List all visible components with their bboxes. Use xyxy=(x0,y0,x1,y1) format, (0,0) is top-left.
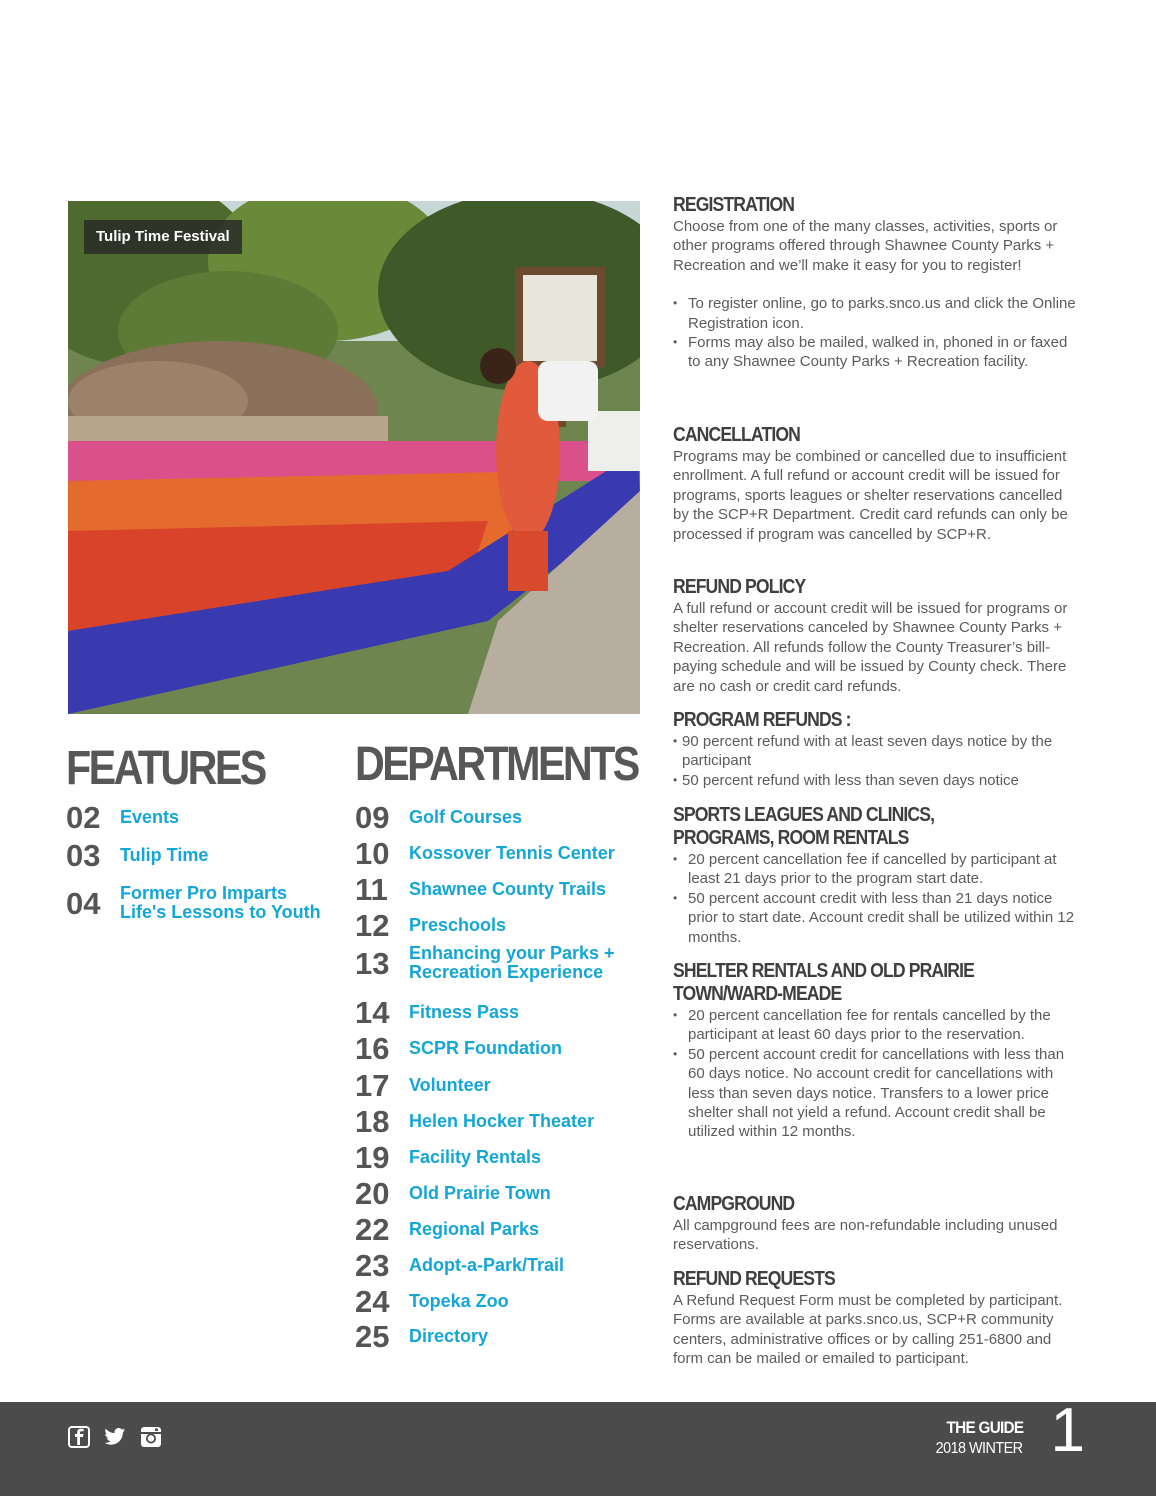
list-item: • To register online, go to parks.snco.us and click the Online Registration icon. xyxy=(673,294,1078,333)
toc-link[interactable]: Golf Courses xyxy=(409,807,523,827)
twitter-icon[interactable] xyxy=(104,1426,126,1448)
toc-page-number: 10 xyxy=(355,836,390,871)
toc-link[interactable]: Kossover Tennis Center xyxy=(409,843,615,863)
toc-item-topeka-zoo[interactable] xyxy=(355,1286,509,1317)
section-heading: PROGRAM REFUNDS : xyxy=(673,709,851,731)
toc-link[interactable]: Shawnee County Trails xyxy=(409,879,607,899)
toc-item-directory[interactable] xyxy=(355,1321,488,1352)
section-heading: REFUND POLICY xyxy=(673,576,806,598)
toc-page-number: 24 xyxy=(355,1284,390,1319)
guide-edition: 2018 WINTER xyxy=(936,1440,1023,1457)
toc-item-golf-courses[interactable] xyxy=(355,802,522,833)
toc-link[interactable]: Former Pro Imparts Life's Lessons to Youth xyxy=(120,883,321,922)
toc-item-volunteer[interactable] xyxy=(355,1070,491,1101)
tulip-festival-photo xyxy=(68,201,640,714)
spacer xyxy=(673,275,1078,294)
toc-link[interactable]: Old Prairie Town xyxy=(409,1183,551,1203)
list-item: • 90 percent refund with at least seven days notice by the participant xyxy=(673,732,1078,771)
toc-item-events[interactable] xyxy=(66,802,179,833)
toc-item-old-prairie-town[interactable] xyxy=(355,1178,551,1209)
toc-link[interactable]: Tulip Time xyxy=(120,845,209,865)
section-heading: CANCELLATION xyxy=(673,424,800,446)
toc-link[interactable]: Volunteer xyxy=(409,1075,491,1095)
toc-item-kossover[interactable] xyxy=(355,838,615,869)
shelter-rentals-section xyxy=(673,960,1078,1142)
toc-page-number: 17 xyxy=(355,1068,390,1103)
bullet-list xyxy=(673,294,1078,372)
toc-link[interactable]: Topeka Zoo xyxy=(409,1291,509,1311)
toc-item-helen-hocker[interactable] xyxy=(355,1106,594,1137)
toc-page-number: 04 xyxy=(66,885,101,921)
toc-link[interactable]: Regional Parks xyxy=(409,1219,540,1239)
toc-link[interactable]: Adopt-a-Park/Trail xyxy=(409,1255,565,1275)
toc-page-number: 20 xyxy=(355,1176,390,1211)
sports-leagues-section xyxy=(673,804,1078,947)
toc-page-number: 19 xyxy=(355,1140,390,1175)
toc-page-number: 16 xyxy=(355,1031,390,1066)
bullet-list xyxy=(673,1006,1078,1142)
toc-item-facility-rentals[interactable] xyxy=(355,1142,541,1173)
toc-page-number: 09 xyxy=(355,800,390,835)
toc-link[interactable]: Facility Rentals xyxy=(409,1147,542,1167)
toc-page-number: 22 xyxy=(355,1212,390,1247)
instagram-icon[interactable] xyxy=(140,1426,162,1448)
bullet-list xyxy=(673,732,1078,790)
section-heading: REGISTRATION xyxy=(673,194,795,216)
list-item: • Forms may also be mailed, walked in, phoned in or faxed to any Shawnee County Parks + Recreation facility. xyxy=(673,333,1078,372)
program-refunds-section xyxy=(673,709,1078,790)
list-item: • 50 percent account credit with less than 21 days notice prior to start date. Account credit shall be utilized within 12 months. xyxy=(673,889,1078,947)
toc-page-number: 02 xyxy=(66,800,101,835)
list-item: • 20 percent cancellation fee for rentals cancelled by the participant at least 60 days prior to the reservation. xyxy=(673,1006,1078,1045)
section-body: A Refund Request Form must be completed by participant. Forms are available at parks.snco.us, SCP+R community centers, administrative offices or by calling 251-6800 and form can be mailed or emailed to participant. xyxy=(673,1292,1063,1368)
section-heading: SHELTER RENTALS AND OLD PRAIRIE TOWN/WARD-MEADE xyxy=(673,960,974,1005)
refund-policy-section xyxy=(673,576,1078,696)
section-body: All campground fees are non-refundable including unused reservations. xyxy=(673,1217,1058,1254)
toc-item-adopt-a-park[interactable] xyxy=(355,1250,564,1281)
toc-page-number: 12 xyxy=(355,908,390,943)
social-links xyxy=(68,1426,162,1448)
toc-page-number: 11 xyxy=(355,872,388,907)
photo-caption: Tulip Time Festival xyxy=(84,220,242,254)
cancellation-section xyxy=(673,424,1078,544)
list-item: • 50 percent refund with less than seven days notice xyxy=(673,771,1078,790)
toc-item-scpr-foundation[interactable] xyxy=(355,1033,562,1064)
toc-link[interactable]: Helen Hocker Theater xyxy=(409,1111,595,1131)
toc-link[interactable]: Events xyxy=(120,807,180,827)
list-item: • 50 percent account credit for cancellations with less than 60 days notice. No account credit for cancellations with less than seven days notice. Transfers to a lower price shelter shall not yield a refund. Account credit shall be utilized within 12 months. xyxy=(673,1045,1078,1142)
toc-item-former-pro[interactable] xyxy=(66,884,321,922)
features-heading: FEATURES xyxy=(66,742,265,795)
section-heading: SPORTS LEAGUES AND CLINICS, PROGRAMS, ROOM RENTALS xyxy=(673,804,935,849)
section-heading: REFUND REQUESTS xyxy=(673,1268,835,1290)
refund-requests-section xyxy=(673,1268,1078,1369)
toc-link[interactable]: Enhancing your Parks + Recreation Experience xyxy=(409,943,615,982)
toc-page-number: 13 xyxy=(355,945,390,981)
page-number: 1 xyxy=(1050,1396,1085,1465)
toc-page-number: 18 xyxy=(355,1104,390,1139)
bullet-list xyxy=(673,850,1078,947)
facebook-icon[interactable] xyxy=(68,1426,90,1448)
registration-section xyxy=(673,194,1078,372)
section-body: Programs may be combined or cancelled due to insufficient enrollment. A full refund or account credit will be issued for programs, sports leagues or shelter reservations cancelled by the SCP+R Department. Credit card refunds can only be processed if program was cancelled by SCP+R. xyxy=(673,448,1068,543)
section-body: Choose from one of the many classes, activities, sports or other programs offered through Shawnee County Parks + Recreation and we’ll make it easy for you to register! xyxy=(673,218,1058,274)
toc-page-number: 03 xyxy=(66,838,101,873)
toc-link[interactable]: Directory xyxy=(409,1326,489,1346)
toc-link[interactable]: SCPR Foundation xyxy=(409,1038,562,1058)
toc-item-preschools[interactable] xyxy=(355,910,506,941)
toc-page-number: 14 xyxy=(355,995,390,1030)
campground-section xyxy=(673,1193,1078,1255)
toc-item-enhancing[interactable] xyxy=(355,944,615,982)
guide-title: THE GUIDE xyxy=(946,1418,1023,1437)
toc-item-trails[interactable] xyxy=(355,874,606,905)
section-heading: CAMPGROUND xyxy=(673,1193,795,1215)
toc-link[interactable]: Preschools xyxy=(409,915,507,935)
toc-page-number: 25 xyxy=(355,1319,390,1354)
list-item: • 20 percent cancellation fee if cancelled by participant at least 21 days prior to the program start date. xyxy=(673,850,1078,889)
toc-item-regional-parks[interactable] xyxy=(355,1214,539,1245)
toc-item-fitness-pass[interactable] xyxy=(355,997,519,1028)
departments-heading: DEPARTMENTS xyxy=(355,738,638,791)
toc-link[interactable]: Fitness Pass xyxy=(409,1002,520,1022)
section-body: A full refund or account credit will be issued for programs or shelter reservations canceled by Shawnee County Parks + Recreation. All refunds follow the County Treasurer’s bill-paying schedule and will be issued by County check. There are no cash or credit card refunds. xyxy=(673,600,1068,695)
toc-item-tulip-time[interactable] xyxy=(66,840,208,871)
toc-page-number: 23 xyxy=(355,1248,390,1283)
